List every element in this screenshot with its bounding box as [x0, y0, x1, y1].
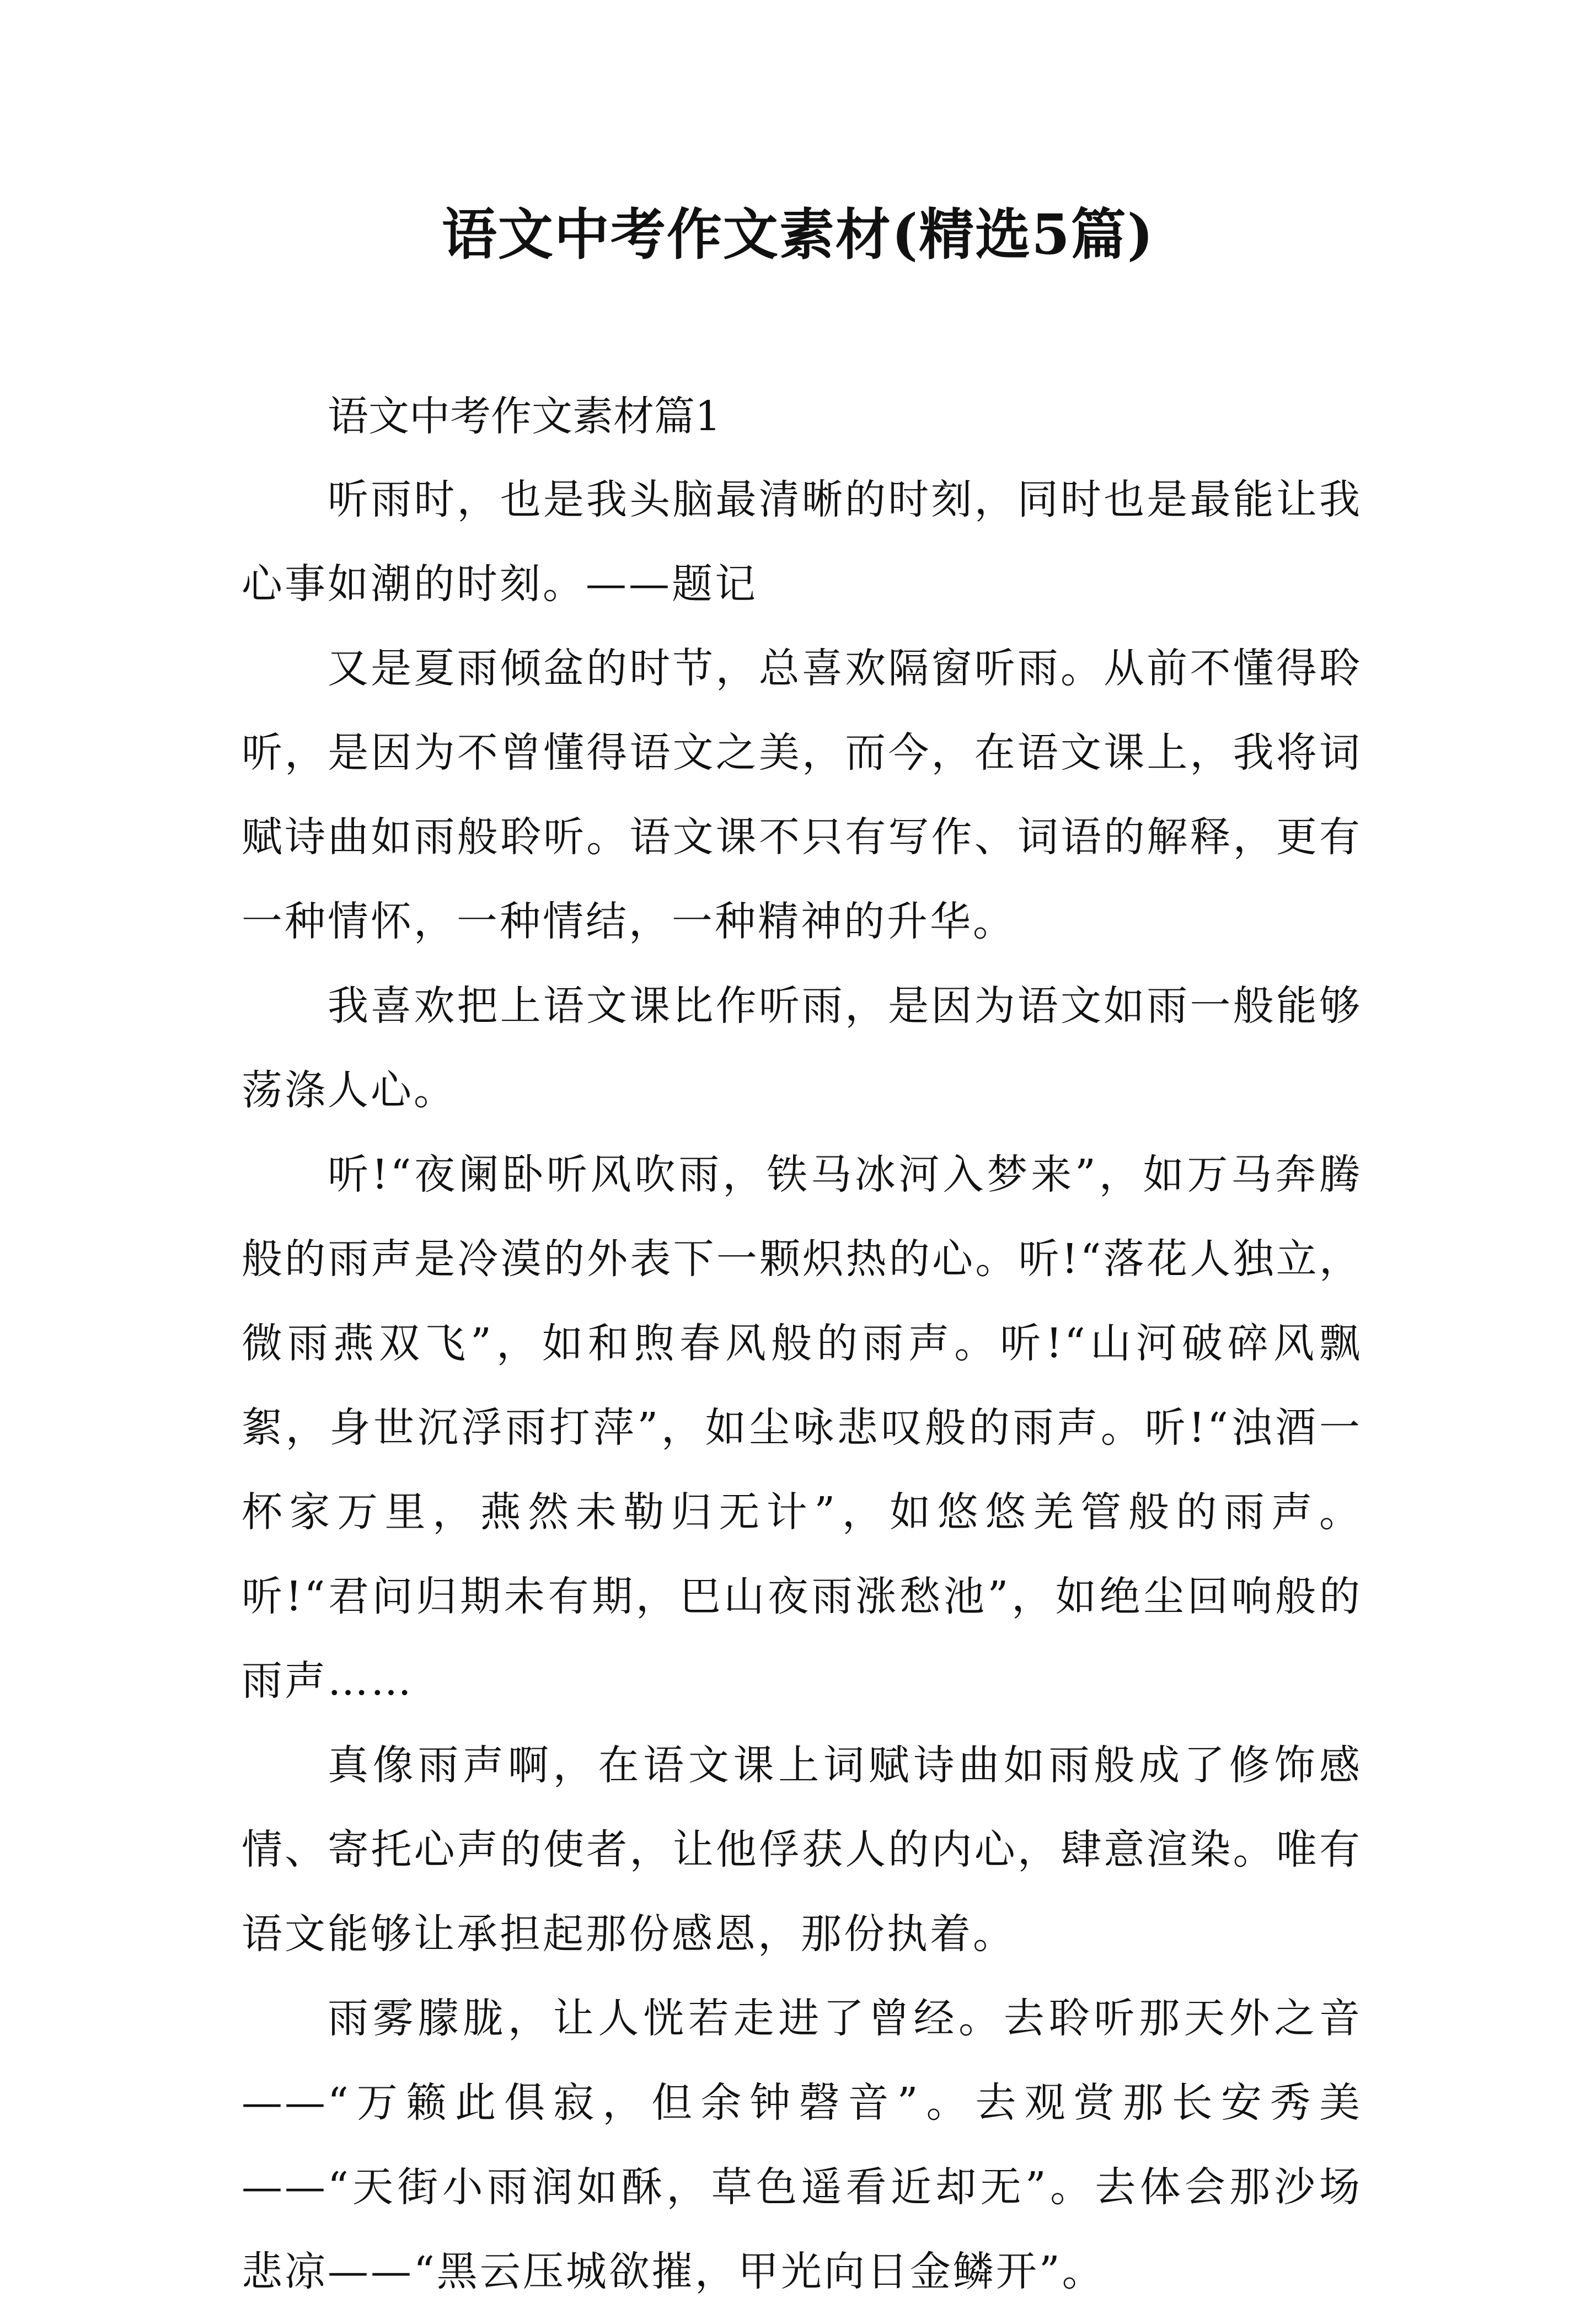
paragraph: 真像雨声啊，在语文课上词赋诗曲如雨般成了修饰感情、寄托心声的使者，让他俘获人的内心，肆意渲染。唯有语文能够让承担起那份感恩，那份执着。	[242, 1742, 1362, 1958]
paragraph: 听!“夜阑卧听风吹雨，铁马冰河入梦来”，如万马奔腾般的雨声是冷漠的外表下一颗炽热的心。听!“落花人独立，微雨燕双飞”，如和煦春风般的雨声。听!“山河破碎风飘絮，身世沉浮雨打萍”，如尘咏悲叹般的雨声。听!“浊酒一杯家万里，燕然未勒归无计”，如悠悠羌管般的雨声。听!“君问归期未有期，巴山夜雨涨愁池”，如绝尘回响般的雨声……	[242, 1151, 1362, 1705]
paragraph: 雨雾朦胧，让人恍若走进了曾经。去聆听那天外之音——“万籁此俱寂，但余钟磬音”。去观赏那长安秀美——“天街小雨润如酥，草色遥看近却无”。去体会那沙场悲凉——“黑云压城欲摧，甲光向日金鳞开”。	[242, 1995, 1362, 2295]
paragraph: 我喜欢把上语文课比作听雨，是因为语文如雨一般能够荡涤人心。	[242, 982, 1362, 1114]
paragraph: 听雨时，也是我头脑最清晰的时刻，同时也是最能让我心事如潮的时刻。——题记	[242, 476, 1362, 608]
paragraph: 又是夏雨倾盆的时节，总喜欢隔窗听雨。从前不懂得聆听，是因为不曾懂得语文之美，而今，在语文课上，我将词赋诗曲如雨般聆听。语文课不只有写作、词语的解释，更有一种情怀，一种情结，一种精神的升华。	[242, 645, 1362, 945]
section-heading: 语文中考作文素材篇1	[328, 393, 721, 440]
document-title: 语文中考作文素材(精选5篇)	[441, 202, 1155, 267]
document-body	[242, 375, 1362, 2314]
